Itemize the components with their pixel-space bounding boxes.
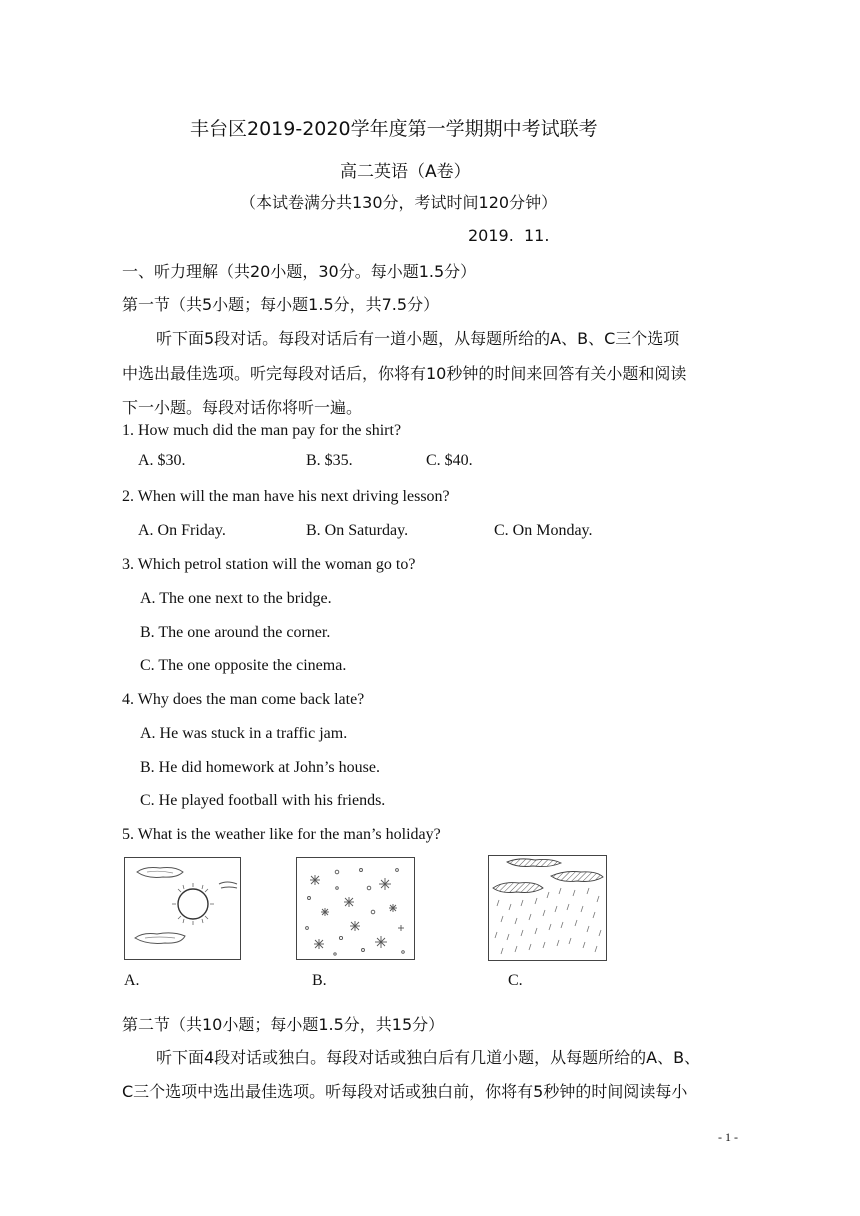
question-5-stem: 5. What is the weather like for the man’s holiday? xyxy=(122,826,441,843)
exam-note: （本试卷满分共130分，考试时间120分钟） xyxy=(240,193,558,212)
section1-instructions-line1: 听下面5段对话。每段对话后有一道小题，从每题所给的A、B、C三个选项 xyxy=(156,329,680,348)
document-subtitle: 高二英语（A卷） xyxy=(340,162,471,182)
question-2-option-a: A. On Friday. xyxy=(138,522,226,539)
question-3-stem: 3. Which petrol station will the woman go to? xyxy=(122,556,416,573)
question-1-option-c: C. $40. xyxy=(426,452,473,469)
question-4-stem: 4. Why does the man come back late? xyxy=(122,691,365,708)
section2-instructions-line1: 听下面4段对话或独白。每段对话或独白后有几道小题，从每题所给的A、B、 xyxy=(156,1048,701,1067)
snow-icon xyxy=(296,857,415,960)
section2-heading: 第二节（共10小题；每小题1.5分，共15分） xyxy=(122,1015,445,1034)
question-1-option-a: A. $30. xyxy=(138,452,186,469)
document-title: 丰台区2019-2020学年度第一学期期中考试联考 xyxy=(190,118,598,140)
section2-instructions-line2: C三个选项中选出最佳选项。听每段对话或独白前，你将有5秒钟的时间阅读每小 xyxy=(122,1082,688,1101)
page-number: - 1 - xyxy=(718,1130,738,1144)
question-5-option-b: B. xyxy=(312,972,327,989)
sunny-icon xyxy=(124,857,241,960)
exam-date: 2019. 11. xyxy=(468,226,550,245)
part1-heading: 一、听力理解（共20小题，30分。每小题1.5分） xyxy=(122,262,477,281)
question-4-option-c: C. He played football with his friends. xyxy=(140,792,386,809)
question-4-option-b: B. He did homework at John’s house. xyxy=(140,759,380,776)
question-3-option-a: A. The one next to the bridge. xyxy=(140,590,332,607)
question-5-option-a: A. xyxy=(124,972,140,989)
question-2-option-c: C. On Monday. xyxy=(494,522,593,539)
question-3-option-b: B. The one around the corner. xyxy=(140,624,331,641)
question-1-option-b: B. $35. xyxy=(306,452,353,469)
question-5-option-c: C. xyxy=(508,972,523,989)
question-2-option-b: B. On Saturday. xyxy=(306,522,409,539)
question-4-option-a: A. He was stuck in a traffic jam. xyxy=(140,725,348,742)
question-2-stem: 2. When will the man have his next driving lesson? xyxy=(122,488,450,505)
section1-heading: 第一节（共5小题；每小题1.5分，共7.5分） xyxy=(122,295,440,314)
question-3-option-c: C. The one opposite the cinema. xyxy=(140,657,347,674)
rain-icon xyxy=(488,855,607,961)
section1-instructions-line3: 下一小题。每段对话你将听一遍。 xyxy=(122,398,363,417)
question-1-stem: 1. How much did the man pay for the shirt? xyxy=(122,422,402,439)
section1-instructions-line2: 中选出最佳选项。听完每段对话后，你将有10秒钟的时间来回答有关小题和阅读 xyxy=(122,364,687,383)
